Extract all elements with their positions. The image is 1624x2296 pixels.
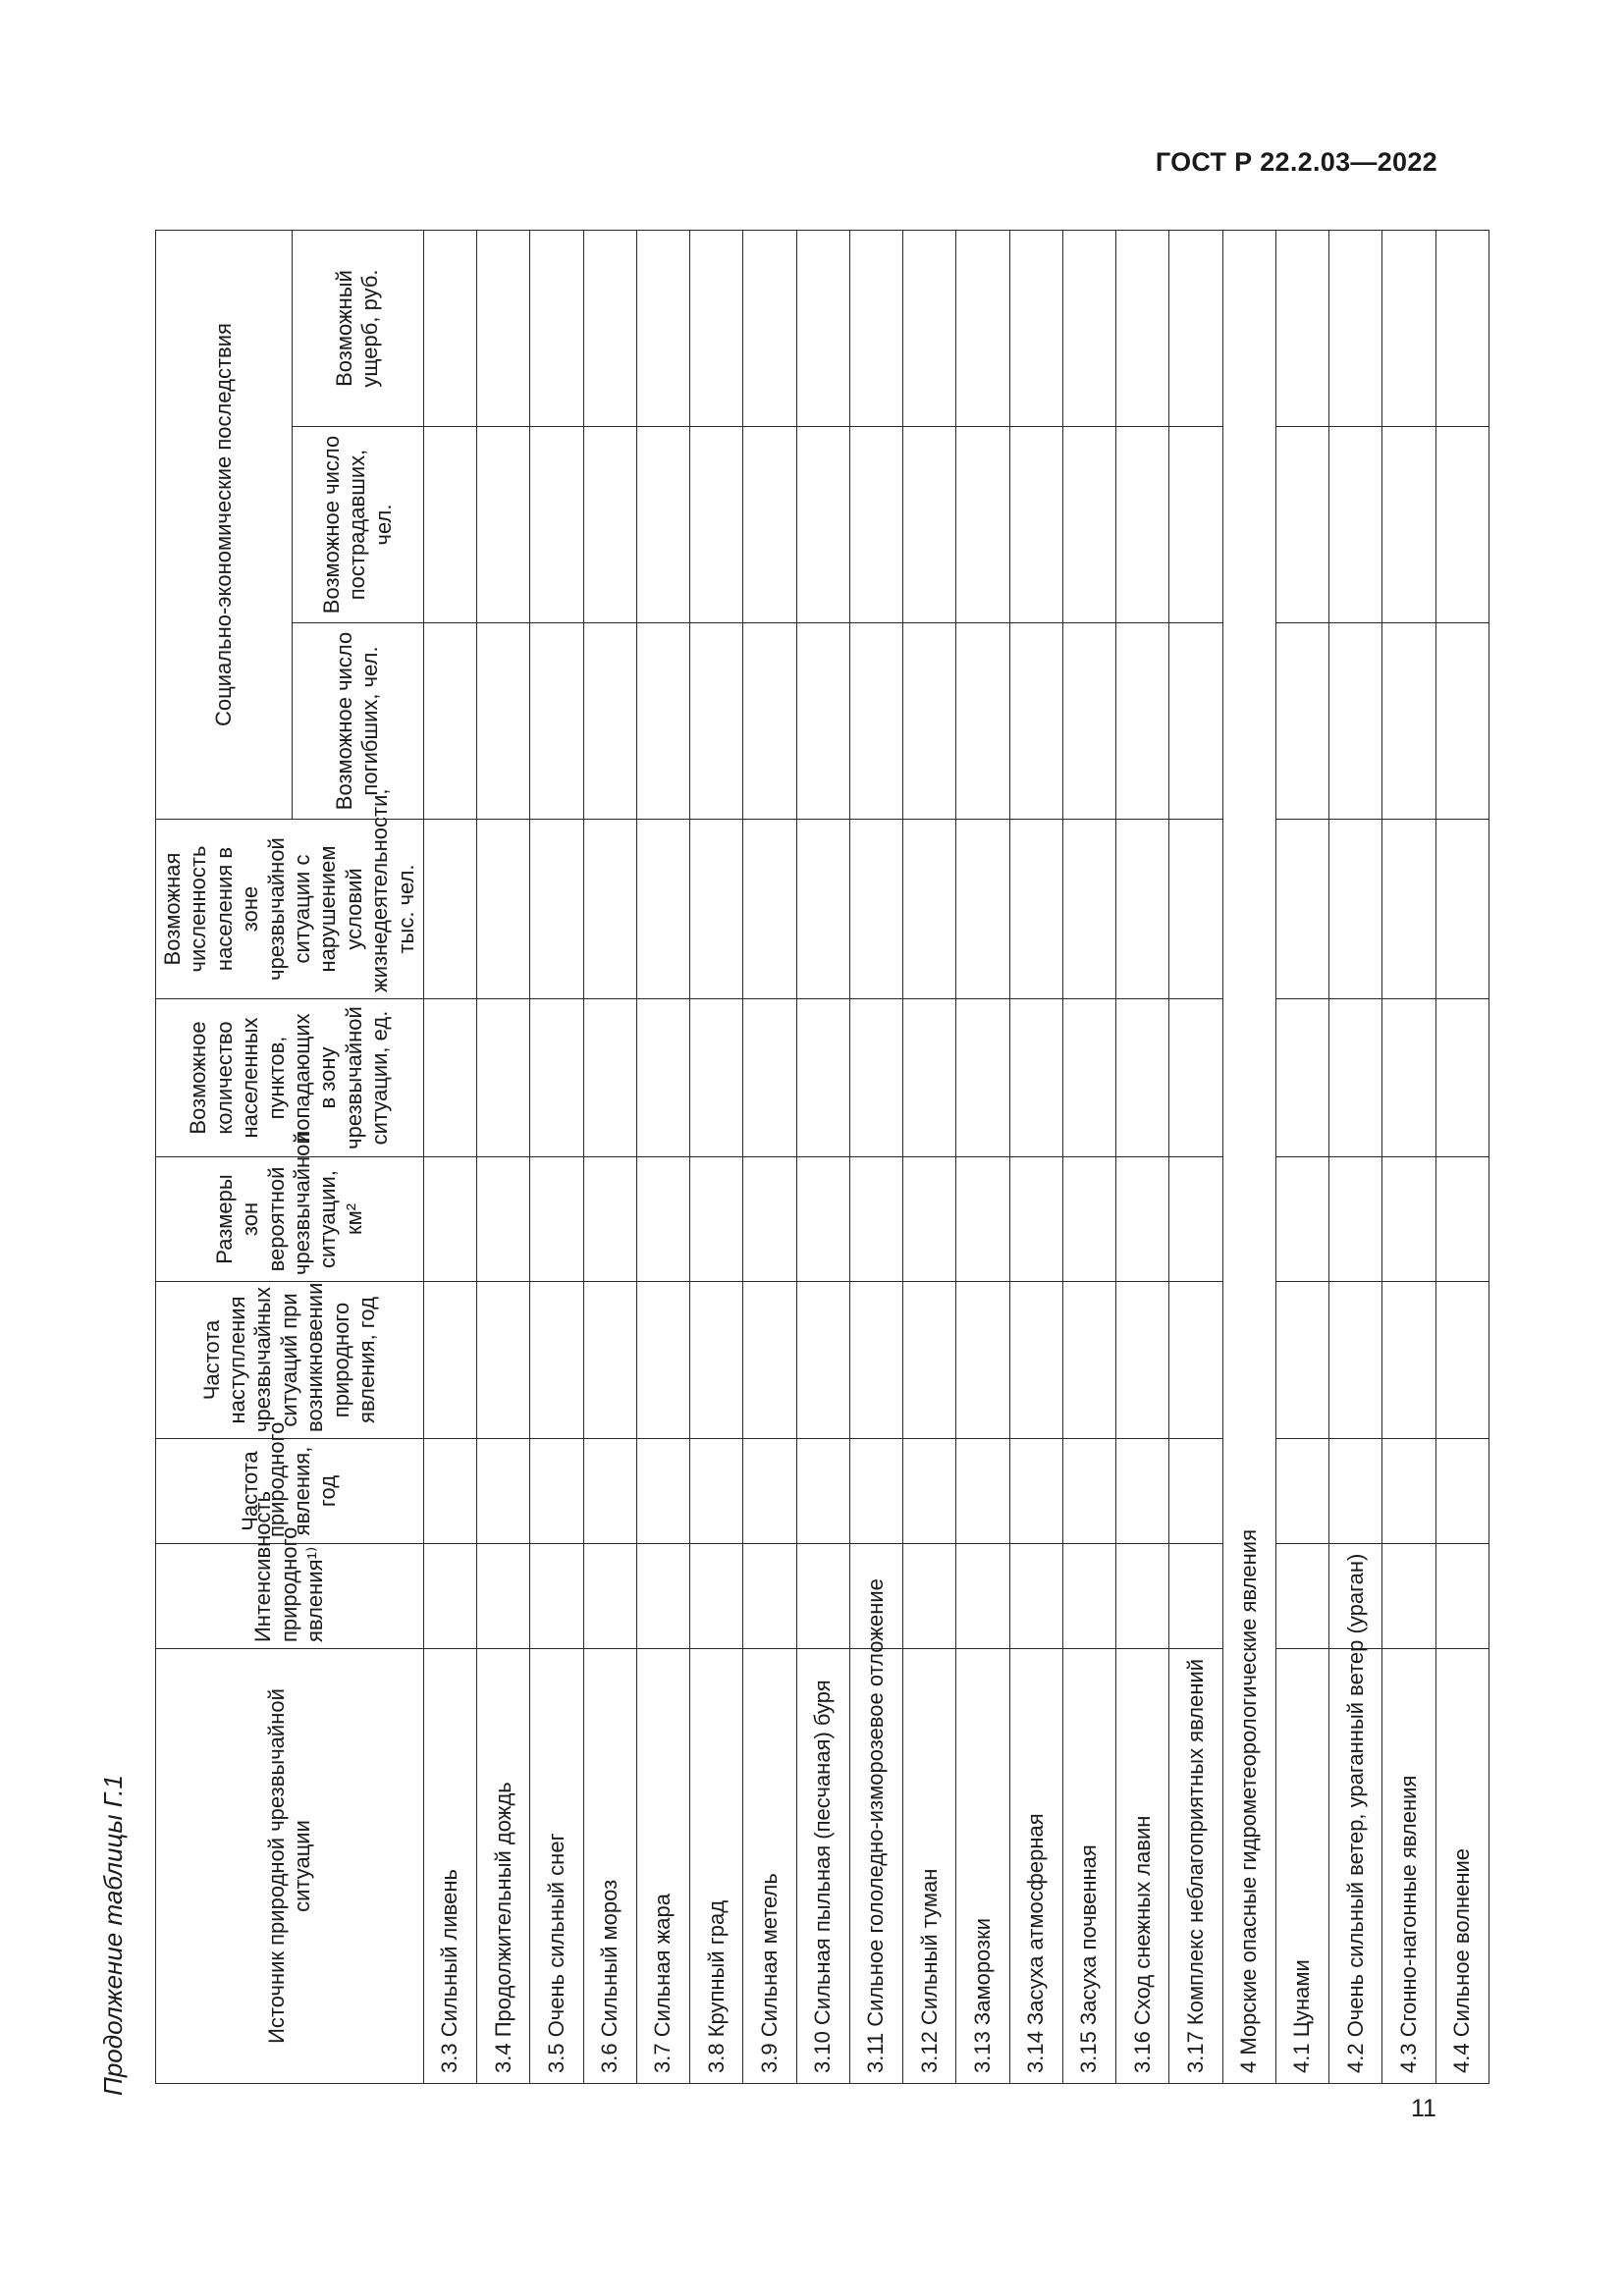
empty-cell	[530, 231, 583, 427]
empty-cell	[903, 427, 956, 623]
empty-cell	[690, 623, 743, 820]
empty-cell	[1062, 231, 1115, 427]
empty-cell	[849, 623, 902, 820]
source-cell: 3.6 Сильный мороз	[583, 1649, 636, 2084]
empty-cell	[1009, 623, 1062, 820]
empty-cell	[956, 1282, 1009, 1439]
empty-cell	[1062, 1282, 1115, 1439]
table-container	[155, 231, 1475, 2084]
empty-cell	[1275, 1157, 1328, 1282]
source-cell: 3.7 Сильная жара	[636, 1649, 689, 2084]
empty-cell	[956, 1439, 1009, 1544]
empty-cell	[1382, 1157, 1435, 1282]
source-cell: 3.16 Сход снежных лавин	[1116, 1649, 1169, 2084]
empty-cell	[1275, 427, 1328, 623]
empty-cell	[1062, 999, 1115, 1157]
empty-cell	[796, 1439, 849, 1544]
empty-cell	[1435, 231, 1489, 427]
table-row	[903, 231, 956, 2084]
table-body	[423, 231, 1489, 2084]
table-row	[1275, 231, 1328, 2084]
source-cell: 3.5 Очень сильный снег	[530, 1649, 583, 2084]
table-group-row	[1222, 231, 1275, 2084]
empty-cell	[636, 999, 689, 1157]
empty-cell	[583, 820, 636, 999]
empty-cell	[690, 820, 743, 999]
empty-cell	[636, 231, 689, 427]
empty-cell	[743, 820, 796, 999]
empty-cell	[956, 999, 1009, 1157]
empty-cell	[1062, 1157, 1115, 1282]
empty-cell	[1275, 1544, 1328, 1649]
empty-cell	[849, 1157, 902, 1282]
empty-cell	[477, 427, 530, 623]
header-row-1	[156, 231, 293, 2084]
table-row	[1009, 231, 1062, 2084]
empty-cell	[1116, 820, 1169, 999]
empty-cell	[1169, 1157, 1222, 1282]
empty-cell	[1169, 1282, 1222, 1439]
table-row	[530, 231, 583, 2084]
group-label: 4 Морские опасные гидрометеорологические явления	[1222, 231, 1275, 2084]
empty-cell	[636, 1544, 689, 1649]
col-header-damage: Возможный ущерб, руб.	[292, 231, 423, 427]
empty-cell	[743, 999, 796, 1157]
source-cell: 4.2 Очень сильный ветер, ураганный ветер (ураган)	[1329, 1649, 1382, 2084]
empty-cell	[1329, 427, 1382, 623]
table-row	[636, 231, 689, 2084]
empty-cell	[796, 1544, 849, 1649]
source-cell: 3.14 Засуха атмосферная	[1009, 1649, 1062, 2084]
empty-cell	[1116, 231, 1169, 427]
empty-cell	[530, 1282, 583, 1439]
empty-cell	[1382, 231, 1435, 427]
empty-cell	[796, 231, 849, 427]
empty-cell	[796, 1282, 849, 1439]
source-cell: 3.4 Продолжительный дождь	[477, 1649, 530, 2084]
document-code: ГОСТ Р 22.2.03—2022	[1155, 147, 1437, 177]
empty-cell	[849, 427, 902, 623]
source-cell: 4.3 Сгонно-нагонные явления	[1382, 1649, 1435, 2084]
empty-cell	[1382, 623, 1435, 820]
empty-cell	[1275, 820, 1328, 999]
empty-cell	[956, 427, 1009, 623]
table-row	[423, 231, 476, 2084]
empty-cell	[956, 1544, 1009, 1649]
empty-cell	[1009, 1282, 1062, 1439]
empty-cell	[1275, 231, 1328, 427]
empty-cell	[530, 427, 583, 623]
source-cell: 3.12 Сильный туман	[903, 1649, 956, 2084]
empty-cell	[583, 999, 636, 1157]
empty-cell	[1329, 1439, 1382, 1544]
empty-cell	[1382, 820, 1435, 999]
empty-cell	[690, 1544, 743, 1649]
empty-cell	[903, 999, 956, 1157]
empty-cell	[849, 1439, 902, 1544]
empty-cell	[530, 999, 583, 1157]
empty-cell	[1382, 1282, 1435, 1439]
empty-cell	[1329, 231, 1382, 427]
empty-cell	[903, 231, 956, 427]
source-cell: 3.15 Засуха почвенная	[1062, 1649, 1115, 2084]
empty-cell	[1275, 1282, 1328, 1439]
page-number: 11	[1411, 2095, 1436, 2122]
empty-cell	[690, 231, 743, 427]
empty-cell	[1116, 1282, 1169, 1439]
empty-cell	[1329, 623, 1382, 820]
col-header-population: Возможная численность населения в зоне чрезвычайной ситуации с нарушением условий жизнедеятельности, тыс. чел.	[156, 820, 424, 999]
empty-cell	[477, 999, 530, 1157]
empty-cell	[1062, 1544, 1115, 1649]
empty-cell	[423, 427, 476, 623]
empty-cell	[1435, 623, 1489, 820]
emergency-sources-table	[155, 230, 1489, 2084]
empty-cell	[1382, 427, 1435, 623]
empty-cell	[636, 1282, 689, 1439]
table-caption: Продолжение таблицы Г.1	[98, 1775, 128, 2096]
empty-cell	[1169, 999, 1222, 1157]
empty-cell	[1435, 427, 1489, 623]
empty-cell	[583, 1544, 636, 1649]
empty-cell	[477, 1439, 530, 1544]
empty-cell	[956, 623, 1009, 820]
empty-cell	[423, 1544, 476, 1649]
empty-cell	[583, 427, 636, 623]
empty-cell	[1116, 999, 1169, 1157]
empty-cell	[849, 820, 902, 999]
empty-cell	[1062, 1439, 1115, 1544]
source-cell: 3.11 Сильное гололедно-изморозевое отложение	[849, 1649, 902, 2084]
empty-cell	[1009, 427, 1062, 623]
empty-cell	[1329, 999, 1382, 1157]
source-cell: 3.3 Сильный ливень	[423, 1649, 476, 2084]
col-header-freq-emergency: Частота наступления чрезвычайных ситуаций при возникновении природного явления, год	[156, 1282, 424, 1439]
col-header-consequences-group: Социально-экономические последствия	[156, 231, 293, 820]
source-cell: 3.9 Сильная метель	[743, 1649, 796, 2084]
empty-cell	[477, 1157, 530, 1282]
empty-cell	[530, 1439, 583, 1544]
empty-cell	[1329, 1282, 1382, 1439]
empty-cell	[636, 427, 689, 623]
empty-cell	[423, 1157, 476, 1282]
source-cell: 3.17 Комплекс неблагоприятных явлений	[1169, 1649, 1222, 2084]
empty-cell	[796, 999, 849, 1157]
empty-cell	[743, 231, 796, 427]
empty-cell	[530, 1157, 583, 1282]
table-row	[477, 231, 530, 2084]
empty-cell	[1382, 1544, 1435, 1649]
empty-cell	[1382, 1439, 1435, 1544]
empty-cell	[903, 1544, 956, 1649]
empty-cell	[530, 820, 583, 999]
empty-cell	[636, 820, 689, 999]
empty-cell	[903, 1157, 956, 1282]
empty-cell	[690, 1282, 743, 1439]
table-row	[1329, 231, 1382, 2084]
col-header-freq-phenomenon: Частота природного явления, год	[156, 1439, 424, 1544]
empty-cell	[690, 1157, 743, 1282]
empty-cell	[903, 1439, 956, 1544]
empty-cell	[583, 1282, 636, 1439]
empty-cell	[423, 999, 476, 1157]
table-row	[849, 231, 902, 2084]
empty-cell	[1116, 1544, 1169, 1649]
empty-cell	[1435, 1157, 1489, 1282]
empty-cell	[1009, 1544, 1062, 1649]
empty-cell	[1329, 1157, 1382, 1282]
empty-cell	[583, 1157, 636, 1282]
empty-cell	[636, 1439, 689, 1544]
empty-cell	[1435, 820, 1489, 999]
table-row	[956, 231, 1009, 2084]
empty-cell	[477, 820, 530, 999]
empty-cell	[583, 623, 636, 820]
empty-cell	[1382, 999, 1435, 1157]
empty-cell	[423, 820, 476, 999]
empty-cell	[1435, 1282, 1489, 1439]
table-row	[1062, 231, 1115, 2084]
col-header-injured: Возможное число пострадавших, чел.	[292, 427, 423, 623]
empty-cell	[583, 1439, 636, 1544]
empty-cell	[1009, 231, 1062, 427]
empty-cell	[1169, 231, 1222, 427]
empty-cell	[1329, 820, 1382, 999]
table-row	[690, 231, 743, 2084]
empty-cell	[743, 1282, 796, 1439]
empty-cell	[796, 623, 849, 820]
empty-cell	[690, 1439, 743, 1544]
empty-cell	[1062, 623, 1115, 820]
empty-cell	[423, 623, 476, 820]
empty-cell	[530, 1544, 583, 1649]
empty-cell	[1062, 427, 1115, 623]
empty-cell	[796, 427, 849, 623]
empty-cell	[477, 231, 530, 427]
table-row	[583, 231, 636, 2084]
empty-cell	[1169, 427, 1222, 623]
empty-cell	[1275, 623, 1328, 820]
empty-cell	[1009, 820, 1062, 999]
empty-cell	[743, 1439, 796, 1544]
empty-cell	[903, 820, 956, 999]
col-header-deaths: Возможное число погибших, чел.	[292, 623, 423, 820]
empty-cell	[423, 1282, 476, 1439]
empty-cell	[477, 1544, 530, 1649]
empty-cell	[636, 623, 689, 820]
empty-cell	[1435, 1544, 1489, 1649]
empty-cell	[477, 1282, 530, 1439]
table-row	[1382, 231, 1435, 2084]
table-row	[1169, 231, 1222, 2084]
empty-cell	[849, 999, 902, 1157]
empty-cell	[903, 1282, 956, 1439]
empty-cell	[583, 231, 636, 427]
empty-cell	[1062, 820, 1115, 999]
source-cell: 3.10 Сильная пыльная (песчаная) буря	[796, 1649, 849, 2084]
col-header-settlements: Возможное количество населенных пунктов, попадающих в зону чрезвычайной ситуации, ед.	[156, 999, 424, 1157]
empty-cell	[1435, 999, 1489, 1157]
empty-cell	[1116, 623, 1169, 820]
empty-cell	[1435, 1439, 1489, 1544]
empty-cell	[849, 1282, 902, 1439]
empty-cell	[743, 427, 796, 623]
col-header-intensity: Интенсивность природного явления¹⁾	[156, 1544, 424, 1649]
empty-cell	[796, 820, 849, 999]
empty-cell	[1169, 1439, 1222, 1544]
empty-cell	[956, 1157, 1009, 1282]
empty-cell	[743, 623, 796, 820]
empty-cell	[903, 623, 956, 820]
empty-cell	[1009, 1439, 1062, 1544]
table-row	[743, 231, 796, 2084]
empty-cell	[1275, 999, 1328, 1157]
empty-cell	[743, 1544, 796, 1649]
empty-cell	[1009, 1157, 1062, 1282]
empty-cell	[423, 1439, 476, 1544]
empty-cell	[796, 1157, 849, 1282]
empty-cell	[956, 231, 1009, 427]
empty-cell	[1009, 999, 1062, 1157]
empty-cell	[1116, 1157, 1169, 1282]
empty-cell	[1169, 623, 1222, 820]
table-row	[796, 231, 849, 2084]
empty-cell	[423, 231, 476, 427]
source-cell: 4.1 Цунами	[1275, 1649, 1328, 2084]
source-cell: 3.8 Крупный град	[690, 1649, 743, 2084]
table-row	[1116, 231, 1169, 2084]
empty-cell	[690, 999, 743, 1157]
empty-cell	[1116, 427, 1169, 623]
empty-cell	[1116, 1439, 1169, 1544]
col-header-source: Источник природной чрезвычайной ситуации	[156, 1649, 424, 2084]
empty-cell	[477, 623, 530, 820]
table-row	[1435, 231, 1489, 2084]
empty-cell	[690, 427, 743, 623]
col-header-zone-size: Размеры зон вероятной чрезвычайной ситуации, км²	[156, 1157, 424, 1282]
empty-cell	[530, 623, 583, 820]
empty-cell	[849, 231, 902, 427]
empty-cell	[1275, 1439, 1328, 1544]
empty-cell	[636, 1157, 689, 1282]
empty-cell	[1169, 820, 1222, 999]
empty-cell	[743, 1157, 796, 1282]
source-cell: 3.13 Заморозки	[956, 1649, 1009, 2084]
empty-cell	[1169, 1544, 1222, 1649]
source-cell: 4.4 Сильное волнение	[1435, 1649, 1489, 2084]
empty-cell	[956, 820, 1009, 999]
